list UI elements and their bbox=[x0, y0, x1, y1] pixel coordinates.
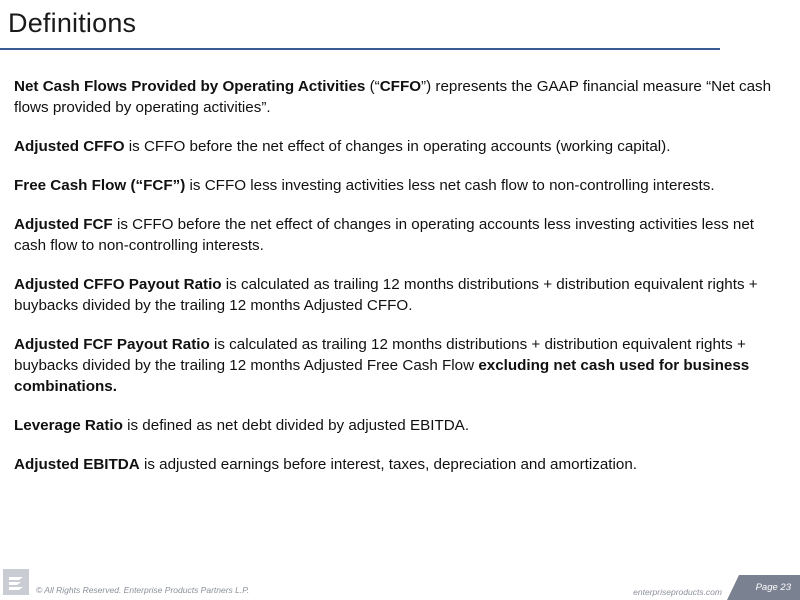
definition-text: is calculated as trailing 12 months distributions + distribution equivalent rights + buybacks divided by the trailing 12 months Adjusted CFFO. bbox=[14, 276, 758, 314]
definition-cffo bbox=[14, 76, 789, 118]
definition-fcf bbox=[14, 175, 789, 196]
definition-text: is defined as net debt divided by adjusted EBITDA. bbox=[122, 417, 470, 434]
definition-text: is CFFO before the net effect of changes in operating accounts less investing activities less net cash flow to non-controlling interests. bbox=[14, 216, 755, 254]
definition-text: (“ bbox=[365, 78, 380, 95]
title-underline bbox=[0, 48, 720, 50]
definition-term-abbrev: CFFO bbox=[379, 78, 422, 95]
definition-text: is CFFO before the net effect of changes in operating accounts (working capital). bbox=[124, 138, 671, 155]
definition-adjusted-ebitda bbox=[14, 454, 789, 475]
copyright-notice: © All Rights Reserved. Enterprise Products Partners L.P. bbox=[36, 585, 250, 595]
definition-term: Leverage Ratio bbox=[14, 417, 123, 434]
definition-adjusted-fcf bbox=[14, 214, 789, 256]
definition-text: ”) represents the GAAP financial measure “Net cash flows provided by operating activities”. bbox=[14, 78, 772, 116]
definition-term: Adjusted CFFO Payout Ratio bbox=[14, 276, 222, 293]
definition-text: is adjusted earnings before interest, taxes, depreciation and amortization. bbox=[139, 456, 637, 473]
definition-adjusted-cffo bbox=[14, 136, 789, 157]
definition-term: Net Cash Flows Provided by Operating Activities bbox=[14, 78, 366, 95]
page-title: Definitions bbox=[8, 8, 137, 38]
definition-adjusted-fcf-payout-ratio bbox=[14, 334, 789, 397]
definition-term: Adjusted EBITDA bbox=[14, 456, 140, 473]
definitions-list bbox=[14, 76, 789, 493]
definition-emphasis: excluding net cash used for business combinations. bbox=[14, 357, 750, 395]
enterprise-logo-icon bbox=[3, 569, 29, 595]
definition-text: is calculated as trailing 12 months distributions + distribution equivalent rights + buybacks divided by the trailing 12 months Adjusted Free Cash Flow bbox=[14, 336, 746, 374]
page-number: Page 23 bbox=[755, 582, 791, 593]
definition-adjusted-cffo-payout-ratio bbox=[14, 274, 789, 316]
definition-text: is CFFO less investing activities less net cash flow to non-controlling interests. bbox=[185, 177, 715, 194]
definition-leverage-ratio bbox=[14, 415, 789, 436]
definition-term: Free Cash Flow (“FCF”) bbox=[14, 177, 186, 194]
definition-term: Adjusted FCF bbox=[14, 216, 113, 233]
definition-term: Adjusted FCF Payout Ratio bbox=[14, 336, 210, 353]
website-link[interactable]: enterpriseproducts.com bbox=[633, 587, 722, 597]
definition-term: Adjusted CFFO bbox=[14, 138, 125, 155]
